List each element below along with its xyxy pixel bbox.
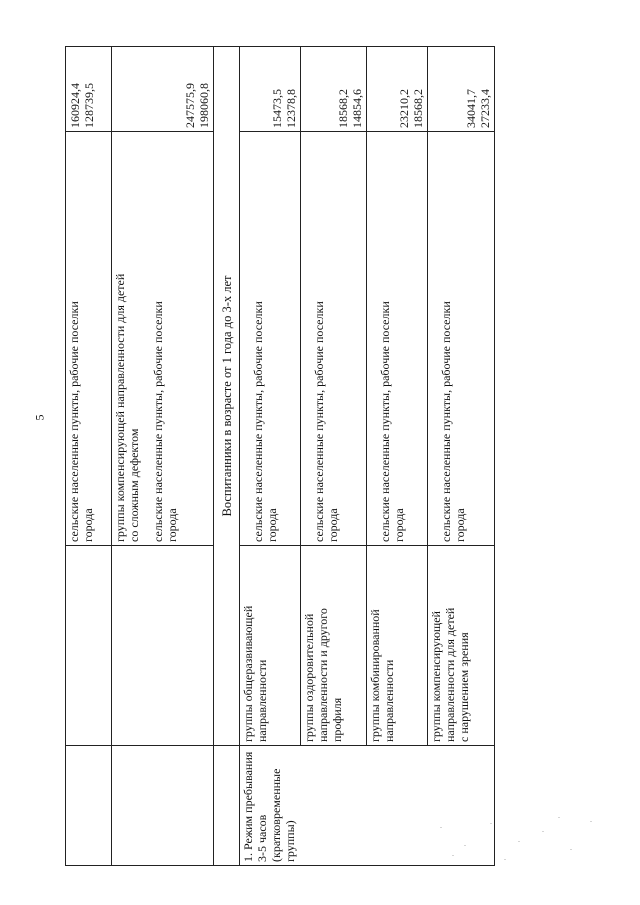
value-city: 128739,5 xyxy=(82,83,96,128)
empty-cell xyxy=(112,546,214,746)
group-title: группы оздоровительной направленности и другого профиля xyxy=(300,546,367,746)
tariff-table xyxy=(65,46,495,866)
table-row xyxy=(367,47,428,866)
value-rural: 34041,7 xyxy=(464,89,478,128)
value-rural: 160924,4 xyxy=(68,83,82,128)
regime-cell: 1. Режим пребывания 3-5 часов (кратковременные группы) xyxy=(239,746,494,866)
row-label: группы компенсирующей направленности для детей со сложным дефектом сельские населенные пункты, рабочие поселки города xyxy=(112,132,214,546)
section-heading: Воспитанники в возрасте от 1 года до 3-х лет xyxy=(214,47,239,746)
table-row xyxy=(239,47,300,866)
rotated-table-container xyxy=(65,46,495,866)
row-label: сельские населенные пункты, рабочие поселки города xyxy=(428,132,495,546)
value-rural: 15473,5 xyxy=(269,89,284,128)
value-rural: 247575,9 xyxy=(183,83,198,128)
group-title: группы комбинированной направленности xyxy=(367,546,428,746)
empty-cell xyxy=(66,546,112,746)
value-city: 198060,8 xyxy=(197,83,212,128)
section-heading-row xyxy=(214,47,239,866)
group-title: группы компенсирующей направленности для детей с нарушением зрения xyxy=(428,546,495,746)
table-row xyxy=(300,47,367,866)
empty-cell xyxy=(214,746,239,866)
table-row xyxy=(428,47,495,866)
table-row xyxy=(112,47,214,866)
row-label: сельские населенные пункты, рабочие поселки города xyxy=(300,132,367,546)
row-label: сельские населенные пункты, рабочие поселки города xyxy=(239,132,300,546)
value-rural: 18568,2 xyxy=(336,89,351,128)
value-cell xyxy=(66,47,112,132)
value-city: 27233,4 xyxy=(478,89,492,128)
value-cell xyxy=(300,47,367,132)
value-cell xyxy=(428,47,495,132)
value-cell xyxy=(239,47,300,132)
empty-cell xyxy=(112,746,214,866)
page-number: 5 xyxy=(32,414,47,421)
group-title: группы общеразвивающей направленности xyxy=(239,546,300,746)
row-label: сельские населенные пункты, рабочие поселки города xyxy=(66,132,112,546)
value-cell xyxy=(112,47,214,132)
empty-cell xyxy=(66,746,112,866)
value-rural: 23210,2 xyxy=(397,89,412,128)
value-city: 14854,6 xyxy=(350,89,365,128)
row-label: сельские населенные пункты, рабочие поселки города xyxy=(367,132,428,546)
value-city: 18568,2 xyxy=(411,89,426,128)
scan-noise xyxy=(430,815,610,865)
value-city: 12378,8 xyxy=(283,89,298,128)
value-cell xyxy=(367,47,428,132)
table-row xyxy=(66,47,112,866)
